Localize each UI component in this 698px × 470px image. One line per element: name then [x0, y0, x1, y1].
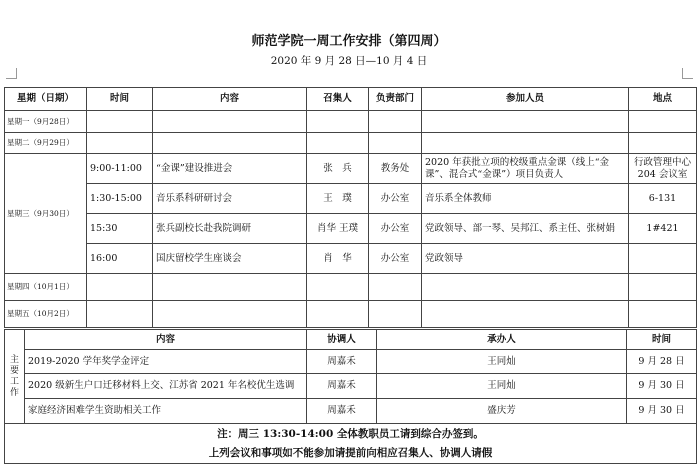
- main-time: 9 月 28 日: [627, 350, 697, 374]
- header-content: 内容: [153, 88, 307, 111]
- main-time: 9 月 30 日: [627, 399, 697, 424]
- schedule-header-row: [5, 88, 697, 111]
- event-content: “金课”建设推进会: [153, 154, 307, 184]
- header-convener: 召集人: [307, 88, 369, 111]
- corner-mark-left: [6, 68, 17, 79]
- table-row: [5, 184, 697, 214]
- main-coordinator: 周嘉禾: [307, 399, 377, 424]
- event-time: 16:00: [87, 244, 153, 274]
- main-work-table: [4, 329, 697, 464]
- day-thursday: 星期四（10月1日）: [5, 274, 87, 301]
- table-row: [5, 374, 697, 399]
- date-range: 2020 年 9 月 28 日—10 月 4 日: [270, 55, 428, 67]
- event-convener: 王 璞: [307, 184, 369, 214]
- event-participants: 党政领导: [422, 244, 629, 274]
- event-time: 15:30: [87, 214, 153, 244]
- event-convener: 肖 华: [307, 244, 369, 274]
- event-content: 音乐系科研研讨会: [153, 184, 307, 214]
- event-content: 国庆留校学生座谈会: [153, 244, 307, 274]
- main-header-handler: 承办人: [377, 330, 627, 350]
- event-location: [629, 244, 697, 274]
- main-work-header-row: [5, 330, 697, 350]
- corner-mark-right: [682, 68, 693, 79]
- header-time: 时间: [87, 88, 153, 111]
- day-wednesday: 星期三（9月30日）: [5, 154, 87, 274]
- main-content: 家庭经济困难学生资助相关工作: [25, 399, 307, 424]
- event-location: 行政管理中心 204 会议室: [629, 154, 697, 184]
- main-handler: 王同灿: [377, 374, 627, 399]
- schedule-table: [4, 87, 697, 328]
- table-row: [5, 350, 697, 374]
- main-header-time: 时间: [627, 330, 697, 350]
- main-content: 2020 级新生户口迁移材料上交、江苏省 2021 年名校优生选调: [25, 374, 307, 399]
- event-time: 1:30-15:00: [87, 184, 153, 214]
- event-dept: 教务处: [369, 154, 422, 184]
- day-friday: 星期五（10月2日）: [5, 301, 87, 328]
- header-date: 星期（日期）: [5, 88, 87, 111]
- event-time: 9:00-11:00: [87, 154, 153, 184]
- header-dept: 负责部门: [369, 88, 422, 111]
- event-location: 1#421: [629, 214, 697, 244]
- main-header-coordinator: 协调人: [307, 330, 377, 350]
- table-row: [5, 301, 697, 328]
- note-signin: 注：周三 13:30-14:00 全体教职员工请到综合办签到。: [217, 427, 484, 440]
- table-row: [5, 133, 697, 154]
- event-participants: 党政领导、部一琴、吴邦江、系主任、张树娟: [422, 214, 629, 244]
- notes-row: [5, 424, 697, 464]
- event-dept: 办公室: [369, 184, 422, 214]
- main-coordinator: 周嘉禾: [307, 350, 377, 374]
- event-participants: 2020 年获批立项的校级重点金课（线上“金课”、混合式“金课”）项目负责人: [422, 154, 629, 184]
- main-work-side-label: 主 要 工 作: [5, 330, 25, 424]
- event-participants: 音乐系全体教师: [422, 184, 629, 214]
- main-header-content: 内容: [25, 330, 307, 350]
- event-content: 张兵副校长赴我院调研: [153, 214, 307, 244]
- page-title: 师范学院一周工作安排（第四周）: [251, 34, 447, 49]
- event-convener: 张 兵: [307, 154, 369, 184]
- main-time: 9 月 30 日: [627, 374, 697, 399]
- event-dept: 办公室: [369, 214, 422, 244]
- table-row: [5, 154, 697, 184]
- table-row: [5, 214, 697, 244]
- day-tuesday: 星期二（9月29日）: [5, 133, 87, 154]
- event-convener: 肖华 王璞: [307, 214, 369, 244]
- day-monday: 星期一（9月28日）: [5, 111, 87, 133]
- main-handler: 王同灿: [377, 350, 627, 374]
- main-handler: 盛庆芳: [377, 399, 627, 424]
- table-row: [5, 244, 697, 274]
- header-participants: 参加人员: [422, 88, 629, 111]
- main-coordinator: 周嘉禾: [307, 374, 377, 399]
- event-dept: 办公室: [369, 244, 422, 274]
- table-row: [5, 111, 697, 133]
- header-location: 地点: [629, 88, 697, 111]
- table-row: [5, 274, 697, 301]
- event-location: 6-131: [629, 184, 697, 214]
- table-row: [5, 399, 697, 424]
- main-content: 2019-2020 学年奖学金评定: [25, 350, 307, 374]
- note-leave: 上列会议和事项如不能参加请提前向相应召集人、协调人请假: [208, 446, 493, 459]
